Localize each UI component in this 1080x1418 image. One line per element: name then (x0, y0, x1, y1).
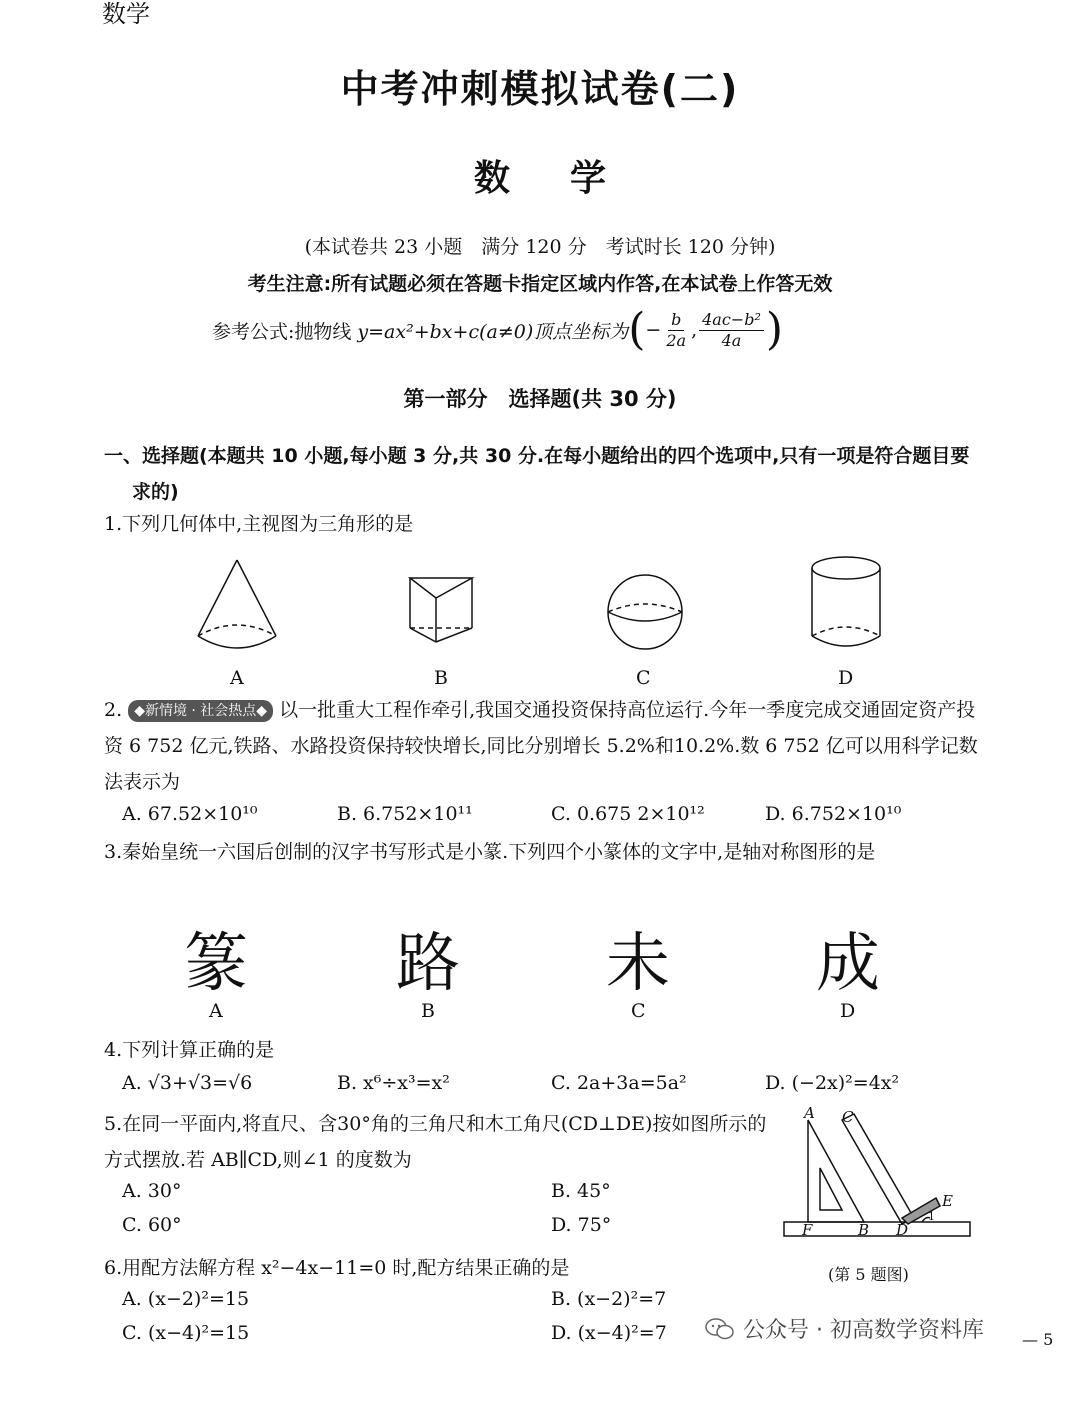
fig-label-a: A (804, 1106, 815, 1122)
section-heading (104, 438, 984, 510)
q4-option-c: C. 2a+3a=5a² (551, 1072, 687, 1094)
exam-info: (本试卷共 23 小题 满分 120 分 考试时长 120 分钟) (304, 236, 776, 258)
q5-option-b: B. 45° (551, 1180, 611, 1202)
fig-label-d: D (896, 1221, 909, 1239)
paren-left: ( (628, 304, 646, 355)
fig-label-c: C (842, 1108, 854, 1126)
subject-title: 数学 (473, 158, 666, 199)
seal-char-c: 未 (606, 927, 670, 1001)
q6-option-b: B. (x−2)²=7 (551, 1288, 667, 1310)
formula-equation: y=ax²+bx+c(a≠0)顶点坐标为 (357, 320, 629, 343)
fraction-x (663, 310, 689, 351)
q6-option-a: A. (x−2)²=15 (122, 1288, 250, 1310)
q1-label-b: B (434, 667, 448, 689)
page-title: 中考冲刺模拟试卷(二) (340, 67, 740, 111)
watermark-text: 公众号 · 初高数学资料库 (743, 1318, 984, 1343)
q1-figures (180, 548, 920, 700)
fraction-x-num: b (668, 310, 684, 331)
q5-option-a: A. 30° (122, 1180, 182, 1202)
fig-label-b: B (858, 1221, 870, 1239)
q3-label-d: D (840, 1000, 856, 1022)
page-number: — 5 (1022, 1330, 1054, 1349)
fig-label-e: E (942, 1192, 953, 1210)
q2-topic-tag: ◆新情境 · 社会热点◆ (128, 700, 273, 722)
q5-option-c: C. 60° (122, 1214, 182, 1236)
cylinder-figure (812, 557, 880, 646)
seal-char-b: 路 (396, 927, 460, 1001)
fig-label-f: F (802, 1221, 813, 1239)
set-square-hole (820, 1168, 842, 1210)
wechat-watermark (705, 1313, 984, 1344)
question-1-stem: 1.下列几何体中,主视图为三角形的是 (104, 513, 414, 535)
question-2 (104, 692, 984, 800)
cone-figure (198, 560, 276, 648)
exam-notice: 考生注意:所有试题必须在答题卡指定区域内作答,在本试卷上作答无效 (247, 273, 833, 295)
q2-option-d: D. 6.752×10¹⁰ (765, 803, 902, 825)
prism-figure (410, 578, 472, 642)
q6-option-c: C. (x−4)²=15 (122, 1322, 250, 1344)
wechat-icon (705, 1317, 735, 1341)
question-5-stem: 5.在同一平面内,将直尺、含30°角的三角尺和木工角尺(CD⊥DE)按如图所示的方式摆放.若 AB∥CD,则∠1 的度数为 (104, 1113, 767, 1171)
q2-option-c: C. 0.675 2×10¹² (551, 803, 705, 825)
seal-char-d: 成 (816, 927, 880, 1001)
header-label: 数学 (102, 0, 150, 28)
question-2-number: 2. (104, 699, 123, 721)
q2-option-a: A. 67.52×10¹⁰ (122, 803, 258, 825)
q4-option-b: B. x⁶÷x³=x² (337, 1072, 450, 1094)
part-heading: 第一部分 选择题(共 30 分) (403, 387, 677, 411)
fraction-y (699, 310, 764, 351)
q6-option-d: D. (x−4)²=7 (551, 1322, 667, 1344)
seal-char-a: 篆 (184, 927, 248, 1001)
q3-label-c: C (631, 1000, 646, 1022)
q4-option-d: D. (−2x)²=4x² (765, 1072, 900, 1094)
formula-prefix: 参考公式:抛物线 (212, 320, 352, 343)
question-4-stem: 4.下列计算正确的是 (104, 1039, 275, 1061)
q3-label-a: A (209, 1000, 223, 1022)
paren-right: ) (765, 304, 784, 355)
q1-label-a: A (230, 667, 244, 689)
fraction-y-den: 4a (721, 330, 742, 350)
question-2-stem: 以一批重大工程作牵引,我国交通投资保持高位运行.今年一季度完成交通固定资产投资 6 752 亿元,铁路、水路投资保持较快增长,同比分别增长 5.2%和10.2%.数 6 752 亿可以用科学记数法表示为 (104, 699, 978, 793)
fraction-x-den: 2a (666, 330, 687, 350)
question-3-stem: 3.秦始皇统一六国后创制的汉字书写形式是小篆.下列四个小篆体的文字中,是轴对称图形的是 (104, 841, 876, 863)
q2-option-b: B. 6.752×10¹¹ (337, 803, 473, 825)
sphere-figure (608, 575, 682, 649)
fig-label-angle-1: 1 (928, 1210, 935, 1223)
set-square-shape (808, 1120, 864, 1222)
q3-label-b: B (421, 1000, 435, 1022)
reference-formula: 参考公式:抛物线 y=ax²+bx+c(a≠0)顶点坐标为 ( − $\frac{b}{2a}$ , $\frac{\text{4ac−b²}}{4a}$ ) (212, 304, 784, 355)
q1-label-d: D (838, 667, 854, 689)
q4-option-a: A. √3+√3=√6 (122, 1072, 253, 1094)
q5-figure (780, 1106, 980, 1246)
fraction-y-num: 4ac−b² (699, 310, 764, 331)
question-6-stem: 6.用配方法解方程 x²−4x−11=0 时,配方结果正确的是 (104, 1257, 570, 1279)
q1-label-c: C (636, 667, 651, 689)
q5-figure-caption: (第 5 题图) (828, 1265, 909, 1284)
q5-option-d: D. 75° (551, 1214, 612, 1236)
section-heading-text: 一、选择题(本题共 10 小题,每小题 3 分,共 30 分.在每小题给出的四个选项中,只有一项是符合题目要求的) (104, 445, 970, 503)
carpenter-square-arm (842, 1114, 914, 1224)
